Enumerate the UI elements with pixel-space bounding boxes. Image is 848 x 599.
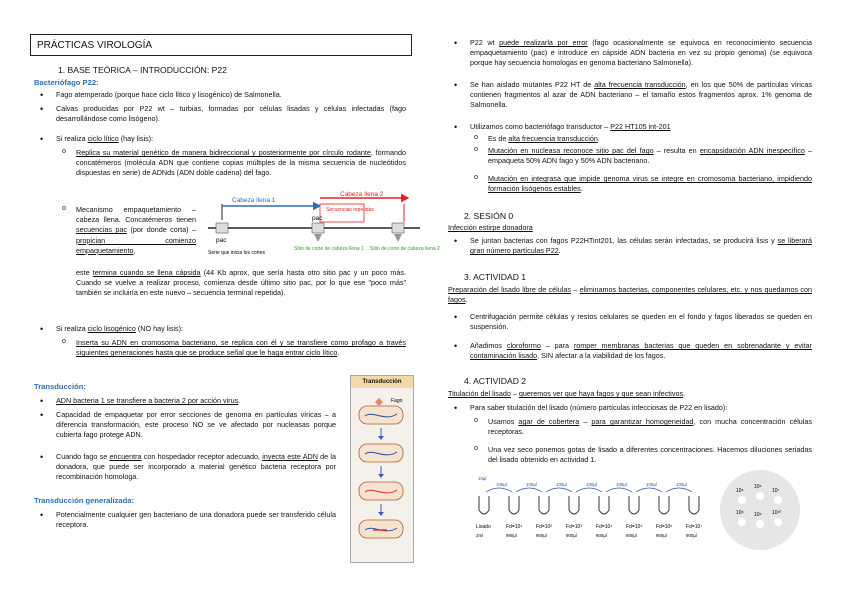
heading-transduccion-generalizada: Transducción generalizada: xyxy=(34,496,135,505)
tube-2 xyxy=(539,496,549,514)
paragraph-preparacion-lisado: Preparación del lisado libre de células – eliminamos bacterias, componentes celulares, etc. y nos quedamos con fagos. xyxy=(448,285,812,305)
transfer-arrow-5 xyxy=(606,488,632,492)
bullet-saber-titulacion: • Para saber titulación del lisado (número partículas infecciosas de P22 en lisado): xyxy=(470,403,812,413)
bullet-calvas: • Calvas producidas por P22 wt – turbias, formadas por células lisadas y células infectadas (fago desarrollándose como lisógeno). xyxy=(56,104,406,124)
plate-label-1: 10⁵ xyxy=(754,484,762,490)
transfer-label-5: 100µl xyxy=(616,482,627,487)
section-heading-4: 4. ACTIVIDAD 2 xyxy=(464,376,527,386)
tube-label-0: Lisado xyxy=(476,524,491,530)
cut-arrow-1 xyxy=(314,234,322,242)
label-sitio-2: Sitio de corte de cabeza llena 2 xyxy=(370,246,440,252)
heading-bacteriofago: Bacteriófago P22: xyxy=(34,78,99,87)
plate-drop-2 xyxy=(774,496,782,504)
tube-6 xyxy=(659,496,669,514)
bullet-transduccion-2: • Capacidad de empaquetar por error secciones de genoma en partículas víricas – a diferencia transformación, este proceso NO se ve afectado por nucleasas porque cubierta fago protege ADN. xyxy=(56,410,336,441)
label-pac-1: pac xyxy=(216,237,227,244)
plate-label-3: 10⁸ xyxy=(736,510,744,516)
label-fago: Fago xyxy=(391,398,403,404)
label-cabeza-2: Cabeza llena 2 xyxy=(340,191,384,198)
bullet-centrifugacion: • Centrifugación permite células y restos celulares se queden en el fondo y fagos liberados se queden en suspensión. xyxy=(470,312,812,332)
bullet-transduccion-3: • Cuando fago se encuentra con hospedador receptor adecuado, inyecta este ADN de la donadora, que puede ser incorporado a material genético bacteria receptora por recombinación homologa. xyxy=(56,452,336,483)
tube-4 xyxy=(599,496,609,514)
tube-volume-6: 900µl xyxy=(656,533,667,538)
transfer-arrow-3 xyxy=(546,488,572,492)
sub-bullet-integrasa: o Mutación en integrasa que impide genoma virus se integre en cromosoma bacteriano, impidiendo formación lisógenos estables. xyxy=(488,174,812,194)
transfer-label-3: 100µl xyxy=(556,482,567,487)
tube-volume-7: 900µl xyxy=(686,533,697,538)
transfer-arrow-6 xyxy=(636,488,662,492)
tube-label-7: Fd=10⁷ xyxy=(686,524,703,530)
bullet-cloroformo: • Añadimos cloroformo – para romper membranas bacterias que queden en sobrenadante y evitar contaminación lisado, SIN afectar a la viabilidad de los fagos. xyxy=(470,341,812,361)
label-cabeza-1: Cabeza llena 1 xyxy=(232,197,276,204)
label-secuencias: Secuencias repetidas xyxy=(326,207,374,213)
transduccion-box-title: Transducción xyxy=(351,376,413,388)
bullet-fago-atemperado: • Fago atemperado (porque hace ciclo lítico y lisogénico) de Salmonella. xyxy=(56,90,406,100)
sub-bullet-diluciones: o Una vez seco ponemos gotas de lisado a diferentes concentraciones. Hacemos diluciones seriadas del lisado obtenido en actividad 1. xyxy=(488,445,812,465)
tube-label-1: Fd=10¹ xyxy=(506,524,522,530)
heading-infeccion: Infección estirpe donadora xyxy=(448,223,533,232)
transfer-label-2: 100µl xyxy=(526,482,537,487)
packaging-diagram xyxy=(208,190,440,276)
label-sitio-1: Sitio de corte de cabeza llena 1 xyxy=(294,246,364,252)
sub-bullet-empaquetamiento: o Mecanismo empaquetamiento – cabeza llena. Concatémeros tienen secuencias pac (por donde corta) – propician comienzo empaquetamiento, xyxy=(76,205,196,256)
tube-volume-2: 900µl xyxy=(536,533,547,538)
tube-volume-1: 990µl xyxy=(506,533,517,538)
transfer-label-1: 100µl xyxy=(496,482,507,487)
tube-volume-0: 2ml xyxy=(476,533,484,538)
tube-label-3: Fd=10³ xyxy=(566,524,582,530)
section-heading-1: 1. BASE TEÓRICA – INTRODUCCIÓN: P22 xyxy=(58,65,227,75)
plate-drop-1 xyxy=(756,492,764,500)
label-serie: Serie que inicia los cortes xyxy=(208,250,265,256)
bullet-sesion0: • Se juntan bacterias con fagos P22HTint201, las células serán infectadas, se producirá lisis y se liberará gran número partículas P22. xyxy=(470,236,812,256)
tube-1 xyxy=(509,496,519,514)
plate-drops-svg xyxy=(720,470,800,550)
title-box xyxy=(30,34,412,56)
transfer-arrow-1 xyxy=(486,488,512,492)
plate-drop-0 xyxy=(738,496,746,504)
plate-label-5: 10¹⁰ xyxy=(772,510,782,516)
transfer-arrow-7 xyxy=(666,488,692,492)
plate-label-0: 10⁶ xyxy=(736,488,744,494)
tube-volume-5: 900µl xyxy=(626,533,637,538)
transfer-arrow-4 xyxy=(576,488,602,492)
plate-drop-5 xyxy=(774,518,782,526)
cut-arrow-2 xyxy=(394,234,402,242)
page-title: PRÁCTICAS VIROLOGÍA xyxy=(37,40,153,51)
bullet-transduccion-1: • ADN bacteria 1 se transfiere a bacteria 2 por acción virus. xyxy=(56,396,336,406)
tube-label-6: Fd=10⁶ xyxy=(656,524,673,530)
transfer-label-7: 100µl xyxy=(676,482,687,487)
bullet-transductor: • Utilizamos como bacteriófago transductor – P22 HT105 int-201 xyxy=(470,122,812,132)
tube-7 xyxy=(689,496,699,514)
sub-bullet-inserta: o Inserta su ADN en cromosoma bacteriano, se replica con él y se transfiere como profago a través siguientes generaciones hasta que se produce señal que le haga entrar ciclo lítico. xyxy=(76,338,406,358)
transfer-label-6: 100µl xyxy=(646,482,657,487)
agar-plate xyxy=(720,470,800,550)
transduccion-illustration xyxy=(350,375,414,563)
transfer-label-4: 100µl xyxy=(586,482,597,487)
tube-3 xyxy=(569,496,579,514)
tube-0 xyxy=(479,496,489,514)
label-pac-2: pac xyxy=(312,215,323,222)
transduccion-steps-svg xyxy=(351,388,413,562)
tube-label-5: Fd=10⁵ xyxy=(626,524,643,530)
serial-dilution-tubes xyxy=(472,474,706,540)
sub-bullet-alta-frecuencia: o Es de alta frecuencia transducción. xyxy=(488,134,812,144)
plate-drop-3 xyxy=(738,518,746,526)
transfer-label-0: 10µl xyxy=(478,476,487,481)
bullet-ciclo-lisogenico: • Si realiza ciclo lisogénico (NO hay lisis): xyxy=(56,324,406,334)
plate-label-4: 10⁹ xyxy=(754,512,762,518)
tube-volume-4: 900µl xyxy=(596,533,607,538)
paragraph-termina-capsida: este termina cuando se llena cápsida (44 Kb aprox, que sería hasta otro sitio pac y un poco más. Cuando se vuelve a realizar proceso, comienza desde último sitio pac, por lo que ese "poco más" también se incluiría en este nuevo – secuencia terminal repetida). xyxy=(76,268,406,298)
section-heading-3: 3. ACTIVIDAD 1 xyxy=(464,272,527,282)
tube-label-2: Fd=10² xyxy=(536,524,552,530)
bullet-generalizada: • Potencialmente cualquier gen bacteriano de una donadora puede ser transferido célula receptora. xyxy=(56,510,336,530)
paragraph-titulacion: Titulación del lisado – queremos ver que haya fagos y que sean infectivos. xyxy=(448,389,686,398)
section-heading-2: 2. SESIÓN 0 xyxy=(464,211,514,221)
heading-transduccion: Transducción: xyxy=(34,382,86,391)
sub-bullet-nucleasa: o Mutación en nucleasa reconoce sitio pac del fago – resulta en encapsidación ADN inespecífico – empaqueta 50% ADN fago y 50% ADN bacteriano. xyxy=(488,146,812,166)
sub-bullet-agar: o Usamos agar de cobertera – para garantizar homogeneidad, con mucha concentración células receptoras. xyxy=(488,417,812,437)
bullet-ciclo-litico: • Si realiza ciclo lítico (hay lisis): xyxy=(56,134,406,144)
transfer-arrow-2 xyxy=(516,488,542,492)
tube-volume-3: 900µl xyxy=(566,533,577,538)
plate-drop-4 xyxy=(756,520,764,528)
plate-label-2: 10⁷ xyxy=(772,488,780,494)
sub-bullet-replica: o Replica su material genético de manera bidireccional y posteriormente por círculo rodante, formando concatémeros (molécula ADN que contiene copias múltiples de la misma secuencia de nucleótidos dispuestas en serie) de ADNds (ADN doble cadena) del fago. xyxy=(76,148,406,179)
tube-label-4: Fd=10⁴ xyxy=(596,524,613,530)
bullet-p22-error: • P22 wt puede realizarla por error (fago ocasionalmente se equivoca en reconocimiento secuencia empaquetamiento (pac) e introduce en cápside ADN bacteria en vez su propio genoma) (se equivoca porque hay secuencia homologas en genoma bacteriano Salmonella). xyxy=(470,38,812,69)
tube-5 xyxy=(629,496,639,514)
bullet-mutantes-ht: • Se han aislado mutantes P22 HT de alta frecuencia transducción, en los que 50% de partículas víricas contienen fragmentos al azar de ADN bacteriano – el tamaño estos fragmentos aprox. 1% genoma de Salmonella. xyxy=(470,80,812,111)
